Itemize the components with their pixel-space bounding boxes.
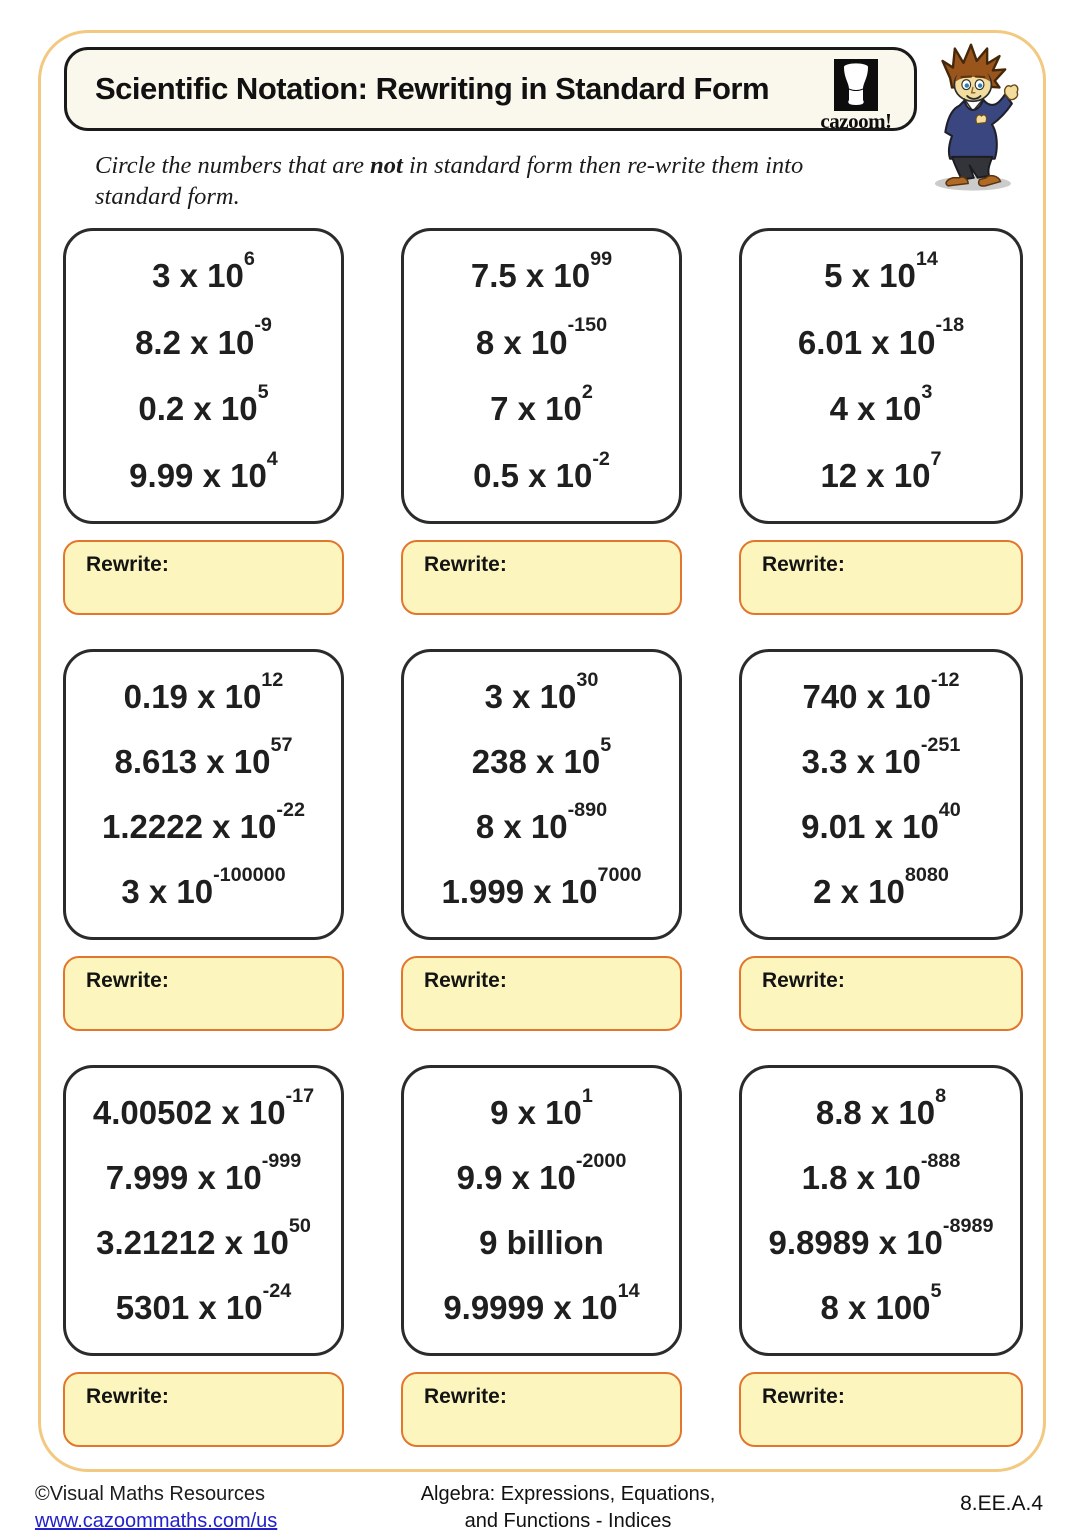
expression[interactable]: 8 x $10^{-150}$ [475,314,608,361]
expression-box-1 [63,228,344,524]
instructions [95,150,855,212]
footer-attribution [35,1481,277,1535]
expression-box-4 [63,649,344,940]
cazoom-logo-text: cazoom! [820,109,892,133]
problem-cell-3 [739,228,1023,615]
expression[interactable]: 9.01 x $10^{40}$ [801,798,961,845]
rewrite-answer-box-4[interactable] [63,956,344,1031]
expression-box-8 [401,1065,682,1356]
category-line-2: and Functions - Indices [464,1510,672,1532]
expression[interactable]: 8.8 x $10^8$ [815,1084,947,1131]
expression[interactable]: 12 x $10^7$ [820,447,942,494]
rewrite-answer-box-2[interactable] [401,540,682,615]
rewrite-label: Rewrite: [86,1385,169,1408]
expression[interactable]: 7.999 x $10^{-999}$ [105,1149,302,1196]
goblet-icon [834,59,878,111]
expression[interactable]: 0.2 x $10^5$ [138,381,269,428]
expression[interactable]: 1.2222 x $10^{-22}$ [102,798,305,845]
expression[interactable]: 0.5 x $10^{-2}$ [473,447,610,494]
expression[interactable]: 9 x $10^1$ [490,1084,593,1131]
expression[interactable]: 3 x $10^6$ [152,247,255,294]
problems-grid [63,228,1023,1447]
rewrite-label: Rewrite: [424,969,507,992]
problem-cell-1 [63,228,344,615]
rewrite-answer-box-9[interactable] [739,1372,1023,1447]
website-link[interactable]: www.cazoommaths.com/us [35,1510,278,1532]
expression[interactable]: 8.2 x $10^{-9}$ [135,314,272,361]
problem-cell-4 [63,649,344,1031]
expression-box-5 [401,649,682,940]
expression-box-7 [63,1065,344,1356]
expression[interactable]: 9.8989 x $10^{-8989}$ [768,1214,994,1261]
expression[interactable]: 0.19 x $10^{12}$ [123,668,284,715]
rewrite-label: Rewrite: [86,553,169,576]
expression[interactable]: 4 x $10^3$ [829,381,933,428]
footer-category [421,1481,716,1535]
expression[interactable]: 3 x $10^{-100000}$ [121,863,286,910]
instructions-bold-word: not [370,152,403,179]
expression[interactable]: 8 x $10^{-890}$ [475,798,608,845]
expression[interactable]: 8 x $100^5$ [820,1279,942,1326]
title-bar [64,47,917,131]
expression[interactable]: 9 billion [479,1224,604,1261]
expression-box-6 [739,649,1023,940]
rewrite-answer-box-7[interactable] [63,1372,344,1447]
rewrite-label: Rewrite: [424,553,507,576]
expression[interactable]: 7.5 x $10^{99}$ [470,247,613,294]
rewrite-label: Rewrite: [762,1385,845,1408]
rewrite-label: Rewrite: [86,969,169,992]
problem-cell-8 [401,1065,682,1447]
expression[interactable]: 6.01 x $10^{-18}$ [797,314,965,361]
expression[interactable]: 740 x $10^{-12}$ [802,668,960,715]
problem-cell-5 [401,649,682,1031]
expression[interactable]: 9.99 x $10^4$ [129,447,278,494]
rewrite-answer-box-5[interactable] [401,956,682,1031]
problem-cell-9 [739,1065,1023,1447]
cartoon-boy-character [923,40,1019,192]
expression[interactable]: 5301 x $10^{-24}$ [115,1279,292,1326]
rewrite-label: Rewrite: [762,553,845,576]
expression[interactable]: 238 x $10^5$ [471,733,612,780]
expression[interactable]: 3.3 x $10^{-251}$ [801,733,961,780]
expression[interactable]: 3.21212 x $10^{50}$ [96,1214,311,1261]
expression[interactable]: 2 x $10^{8080}$ [813,863,949,910]
category-line-1: Algebra: Expressions, Equations, [420,1483,716,1505]
expression[interactable]: 1.999 x $10^{7000}$ [441,863,642,910]
rewrite-answer-box-6[interactable] [739,956,1023,1031]
cazoom-logo [808,59,904,134]
expression[interactable]: 1.8 x $10^{-888}$ [801,1149,961,1196]
page-title: Scientific Notation: Rewriting in Standard Form [95,71,770,106]
problem-cell-2 [401,228,682,615]
problem-cell-7 [63,1065,344,1447]
expression-box-9 [739,1065,1023,1356]
rewrite-answer-box-1[interactable] [63,540,344,615]
rewrite-label: Rewrite: [424,1385,507,1408]
expression[interactable]: 7 x $10^2$ [490,381,593,428]
rewrite-label: Rewrite: [762,969,845,992]
expression[interactable]: 5 x $10^{14}$ [824,247,938,294]
copyright-text: ©Visual Maths Resources [35,1483,266,1505]
rewrite-answer-box-8[interactable] [401,1372,682,1447]
standard-code: 8.EE.A.4 [960,1492,1043,1515]
instructions-part1: Circle the numbers that are [95,152,371,179]
instructions-part2: in standard form then re-write them into standard form. [95,152,804,210]
expression-box-2 [401,228,682,524]
expression[interactable]: 9.9 x $10^{-2000}$ [456,1149,627,1196]
expression[interactable]: 9.9999 x $10^{14}$ [443,1279,640,1326]
rewrite-answer-box-3[interactable] [739,540,1023,615]
expression[interactable]: 3 x $10^{30}$ [484,668,599,715]
expression-box-3 [739,228,1023,524]
expression[interactable]: 8.613 x $10^{57}$ [114,733,293,780]
expression[interactable]: 4.00502 x $10^{-17}$ [92,1084,315,1131]
problem-cell-6 [739,649,1023,1031]
